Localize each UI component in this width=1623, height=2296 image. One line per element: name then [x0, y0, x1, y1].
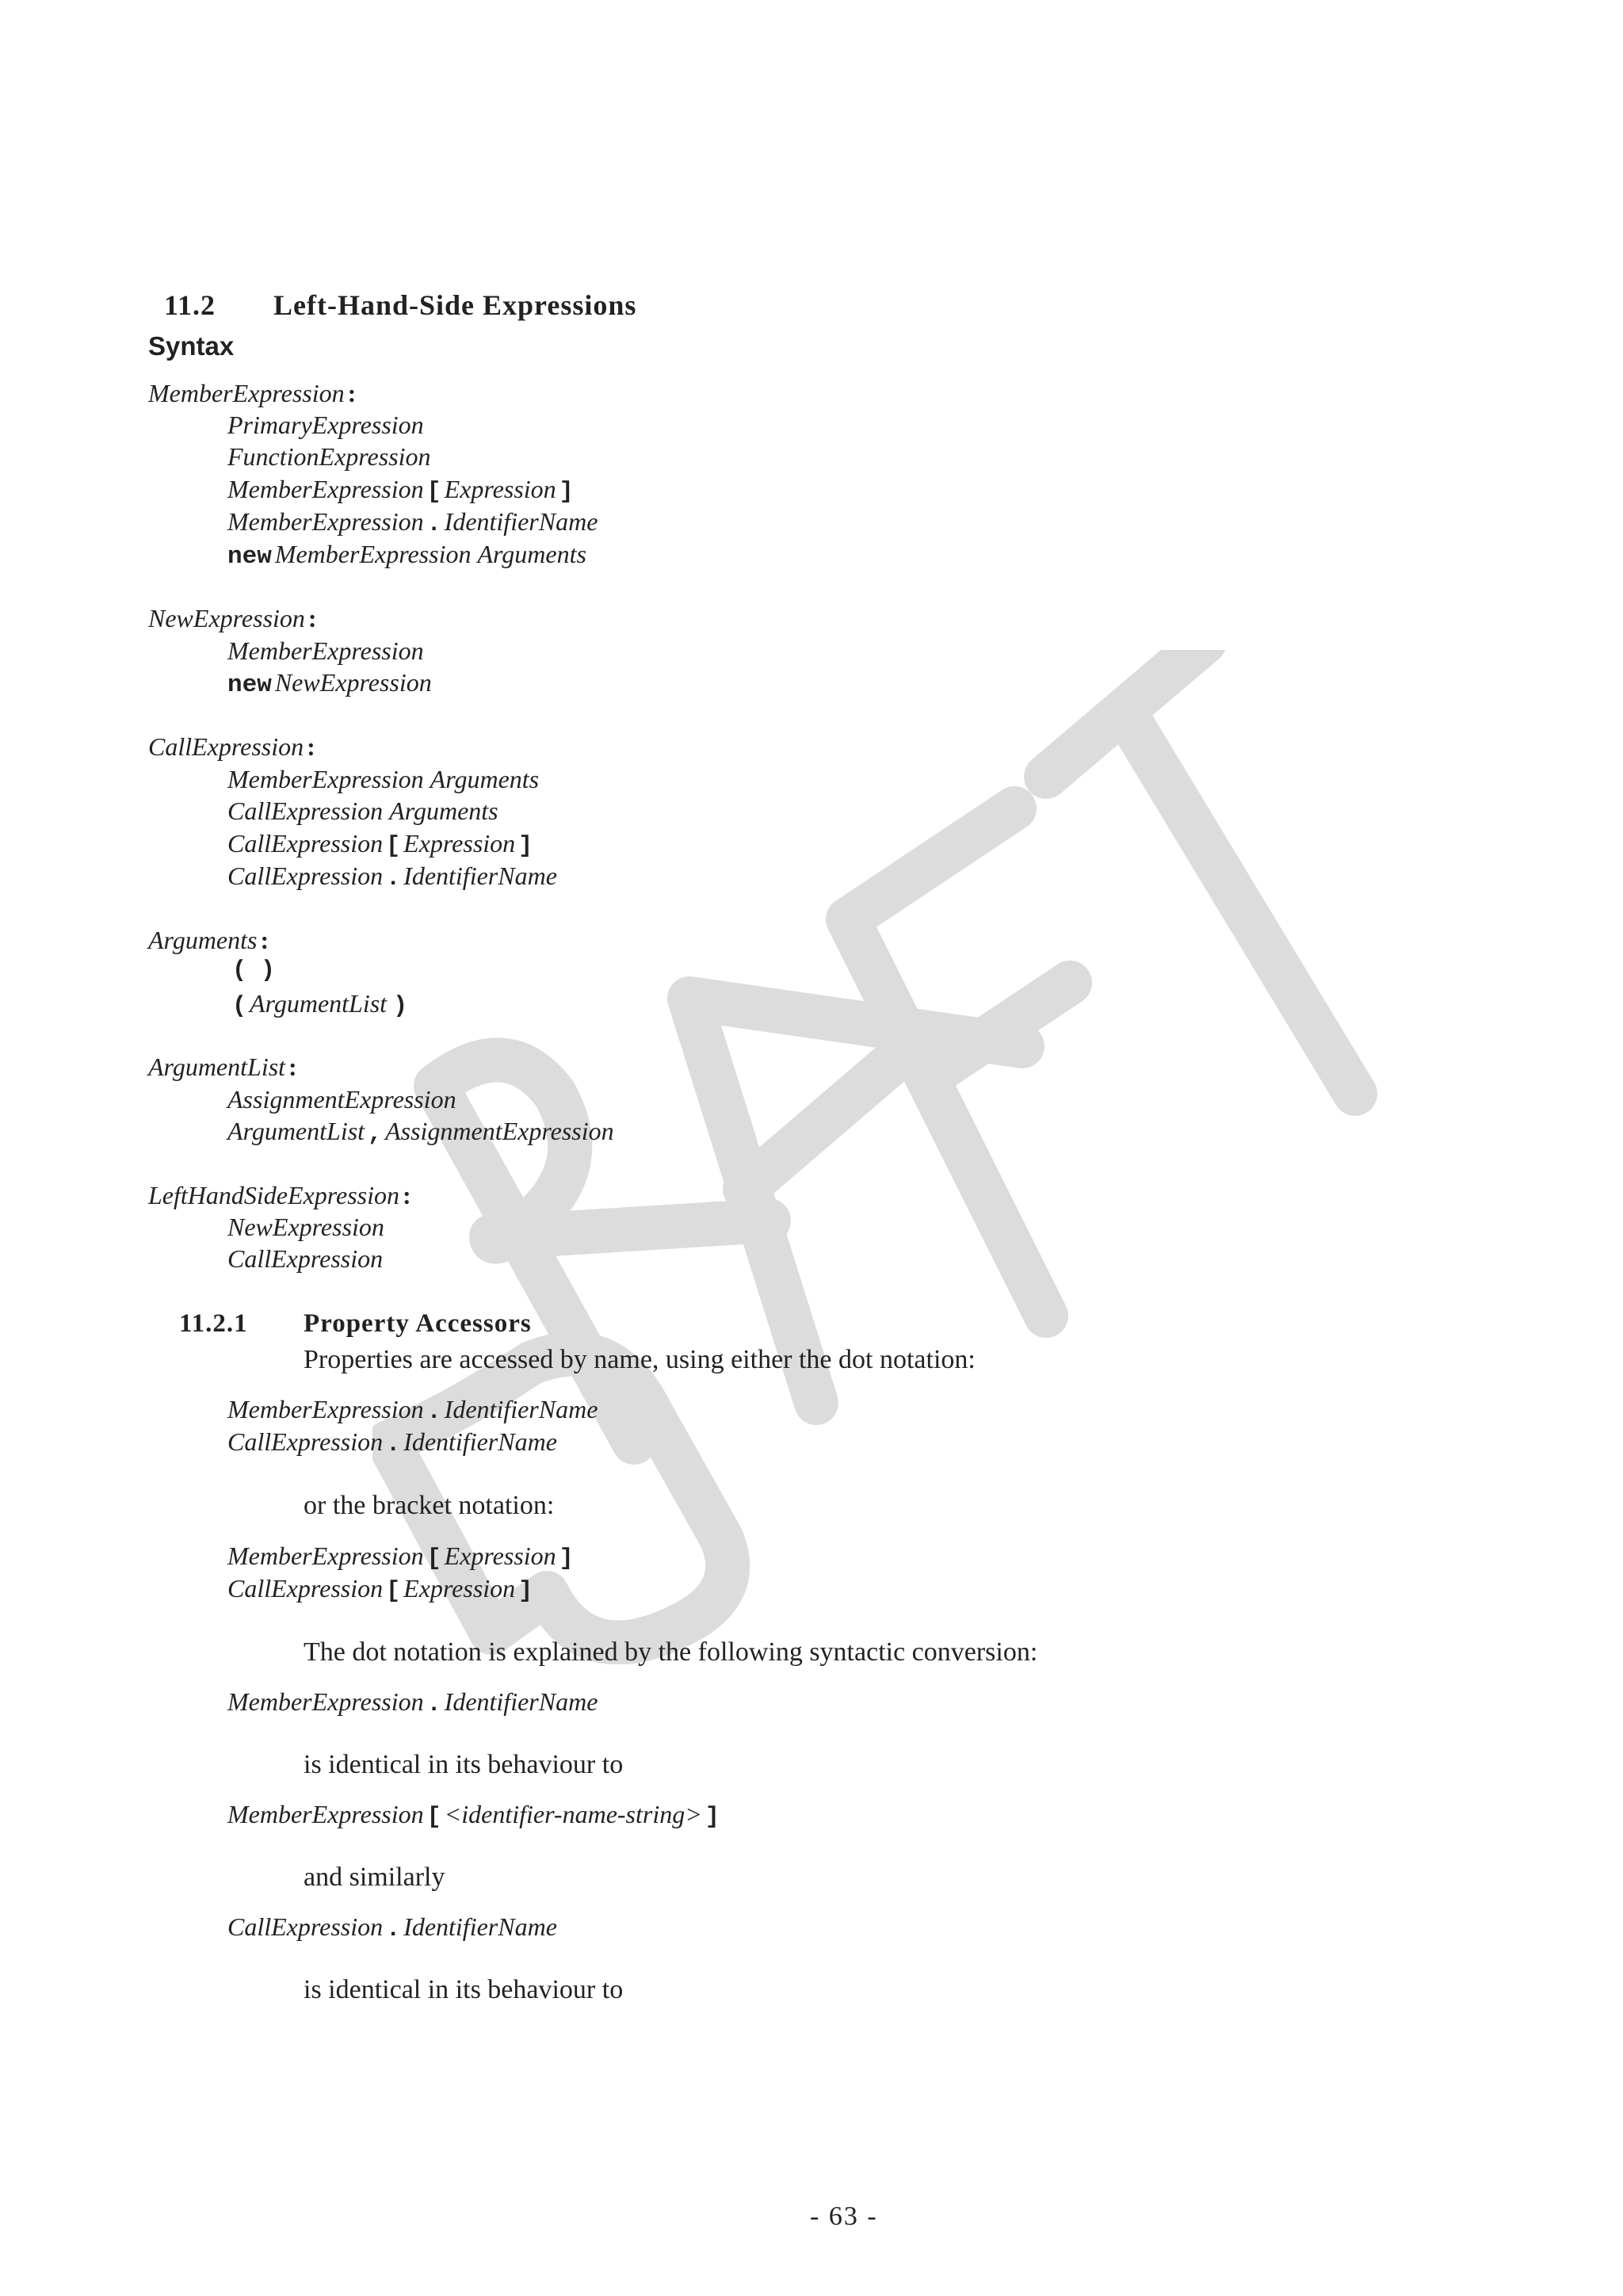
nonterminal: PrimaryExpression [227, 411, 424, 439]
new-keyword: new [227, 671, 272, 699]
page-number: - 63 - [810, 2202, 878, 2231]
colon-token: : [347, 379, 357, 407]
colon-token: : [260, 926, 269, 954]
nonterminal: Arguments [430, 765, 540, 793]
paragraph: Properties are accessed by name, using either the dot notation: [304, 1345, 976, 1374]
production-rule [227, 507, 598, 538]
nonterminal: <identifier-name-string> [444, 1800, 702, 1828]
nonterminal: MemberExpression [227, 1395, 424, 1423]
section-heading [164, 288, 636, 322]
rbracket-token: ] [559, 479, 574, 506]
subsection-title: Property Accessors [304, 1309, 532, 1338]
nonterminal: IdentifierName [403, 1912, 557, 1941]
nonterminal: MemberExpression [227, 1800, 424, 1828]
nonterminal: AssignmentExpression [385, 1117, 614, 1145]
dot-token: . [386, 1431, 401, 1458]
paragraph: and similarly [304, 1862, 445, 1892]
nonterminal: NewExpression [274, 668, 432, 697]
production-rule [227, 540, 586, 571]
example-line [227, 1800, 720, 1831]
nonterminal: IdentifierName [444, 507, 598, 536]
dot-token: . [426, 1399, 441, 1426]
production-rule [227, 829, 533, 860]
production-arguments-lhs [148, 926, 269, 955]
lbracket-token: [ [386, 833, 401, 860]
dot-token: . [386, 1916, 401, 1943]
syntax-heading: Syntax [148, 331, 235, 361]
rbracket-token: ] [705, 1804, 720, 1831]
nonterminal: IdentifierName [403, 861, 557, 890]
lbracket-token: [ [426, 1804, 441, 1831]
colon-token: : [288, 1052, 297, 1081]
nonterminal: Arguments [477, 540, 586, 568]
nonterminal: MemberExpression [227, 475, 424, 503]
production-rule [227, 765, 539, 794]
nonterminal: IdentifierName [403, 1427, 557, 1456]
rbracket-token: ] [518, 833, 533, 860]
production-new-lhs [148, 604, 317, 633]
example-line [227, 1912, 557, 1943]
production-rule [227, 1117, 614, 1148]
nonterminal: ArgumentList [148, 1052, 286, 1081]
production-rule [227, 1244, 383, 1274]
nonterminal: CallExpression [227, 829, 384, 858]
nonterminal: ArgumentList [250, 989, 388, 1018]
production-rule [227, 475, 574, 506]
nonterminal: NewExpression [227, 1213, 384, 1241]
paragraph: or the bracket notation: [304, 1491, 555, 1520]
nonterminal: Expression [403, 1574, 516, 1603]
nonterminal: Arguments [148, 926, 258, 954]
nonterminal: LeftHandSideExpression [148, 1181, 399, 1209]
production-rule [227, 797, 498, 826]
nonterminal: CallExpression [227, 797, 384, 825]
colon-token: : [403, 1181, 411, 1209]
nonterminal: ArgumentList [227, 1117, 365, 1145]
lparen-token: ( [232, 993, 247, 1020]
nonterminal: CallExpression [227, 1244, 384, 1273]
nonterminal: MemberExpression [148, 379, 345, 407]
subsection-heading [179, 1309, 532, 1339]
production-rule [227, 636, 424, 666]
paragraph: is identical in its behaviour to [304, 1750, 624, 1779]
nonterminal: CallExpression [227, 861, 384, 890]
production-rule [232, 957, 275, 984]
production-lhs-lhs [148, 1181, 411, 1210]
nonterminal: MemberExpression [227, 636, 424, 665]
paragraph: is identical in its behaviour to [304, 1975, 624, 2004]
production-rule [227, 1085, 456, 1114]
lbracket-token: [ [386, 1578, 401, 1605]
dot-token: . [426, 1691, 441, 1718]
rbracket-token: ] [559, 1545, 574, 1572]
nonterminal: MemberExpression [227, 1541, 424, 1570]
dot-token: . [426, 511, 441, 538]
nonterminal: IdentifierName [444, 1395, 598, 1423]
example-line [227, 1541, 574, 1572]
nonterminal: FunctionExpression [227, 442, 431, 471]
example-line [227, 1427, 557, 1458]
nonterminal: MemberExpression [274, 540, 472, 568]
production-member-lhs [148, 379, 356, 408]
nonterminal: IdentifierName [444, 1687, 598, 1716]
production-rule [227, 668, 432, 699]
nonterminal: Arguments [389, 797, 498, 825]
nonterminal: Expression [403, 829, 516, 858]
production-rule [227, 411, 424, 440]
production-rule [232, 989, 407, 1020]
nonterminal: CallExpression [227, 1574, 384, 1603]
colon-token: : [307, 604, 317, 632]
rbracket-token: ] [518, 1578, 533, 1605]
nonterminal: CallExpression [227, 1427, 384, 1456]
nonterminal: NewExpression [148, 604, 305, 632]
example-line [227, 1687, 598, 1718]
empty-parens-token: ( ) [232, 957, 276, 984]
nonterminal: AssignmentExpression [227, 1085, 456, 1114]
lbracket-token: [ [426, 1545, 441, 1572]
example-line [227, 1574, 533, 1605]
subsection-number: 11.2.1 [179, 1309, 248, 1338]
nonterminal: CallExpression [227, 1912, 384, 1941]
nonterminal: Expression [444, 475, 556, 503]
production-call-lhs [148, 732, 315, 762]
rparen-token: ) [393, 993, 408, 1020]
nonterminal: CallExpression [148, 732, 304, 761]
section-number: 11.2 [164, 289, 216, 321]
production-rule [227, 861, 557, 892]
production-rule [227, 442, 431, 472]
lbracket-token: [ [426, 479, 441, 506]
production-argumentlist-lhs [148, 1052, 297, 1082]
comma-token: , [368, 1121, 383, 1148]
production-rule [227, 1213, 384, 1242]
nonterminal: Expression [444, 1541, 556, 1570]
colon-token: : [307, 732, 315, 761]
dot-token: . [386, 865, 401, 892]
example-line [227, 1395, 598, 1426]
new-keyword: new [227, 543, 272, 571]
nonterminal: MemberExpression [227, 507, 424, 536]
section-title: Left-Hand-Side Expressions [273, 289, 637, 321]
nonterminal: MemberExpression [227, 765, 424, 793]
paragraph: The dot notation is explained by the following syntactic conversion: [304, 1637, 1038, 1667]
nonterminal: MemberExpression [227, 1687, 424, 1716]
